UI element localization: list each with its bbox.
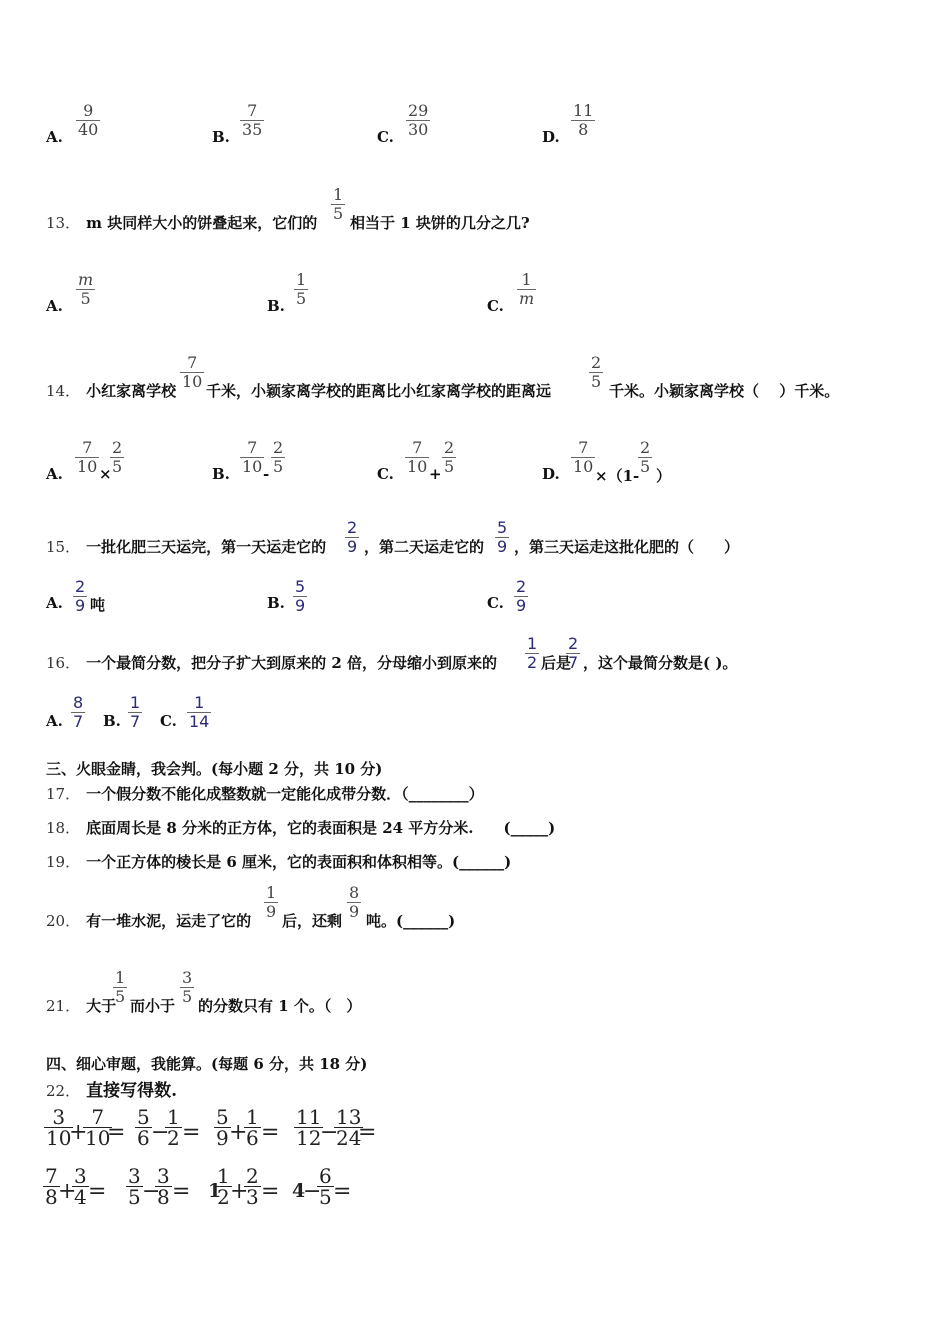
q15-fraction-2: 5 9 [497, 518, 508, 556]
q13-text-a: 13． m 块同样大小的饼叠起来，它们的 [46, 214, 318, 232]
q14-option-d-label: D. [542, 465, 560, 483]
calc-6-a: 3 5 [128, 1164, 141, 1209]
q15-option-a-unit: 吨 [90, 596, 106, 614]
q12-option-d-label: D. [542, 128, 560, 146]
calc-7-a: 1 2 [217, 1164, 230, 1209]
q20-fraction-1: 1 9 [266, 883, 277, 921]
q13-option-c-fraction: 1 m [519, 270, 535, 308]
q12-option-b-fraction: 7 35 [242, 101, 263, 139]
q15-text-c: ，第三天运走这批化肥的（ ） [514, 538, 740, 556]
calc-4-op: − [320, 1120, 339, 1145]
q13-text-b: 相当于 1 块饼的几分之几? [350, 214, 530, 232]
q14-option-a-label: A. [46, 465, 63, 483]
q13-option-b-label: B. [267, 297, 285, 315]
calc-6-eq: = [172, 1179, 191, 1204]
calc-7-op: + [230, 1179, 249, 1204]
q15-option-b-fraction: 5 9 [295, 577, 306, 615]
q15-option-c-label: C. [487, 594, 504, 612]
q21-fraction-1: 1 5 [115, 968, 126, 1006]
calc-5-a: 7 8 [45, 1164, 58, 1209]
q15-option-a-fraction: 2 9 [75, 577, 86, 615]
calc-6-op: − [142, 1179, 161, 1204]
q15-option-c-fraction: 2 9 [516, 577, 527, 615]
question-19: 19． 一个正方体的棱长是 6 厘米，它的表面积和体积相等。(______) [46, 853, 512, 871]
calc-1-op: + [69, 1120, 88, 1145]
q14-option-d-frac1: 7 10 [573, 438, 594, 476]
q16-option-a-label: A. [46, 712, 63, 730]
q15-option-a-label: A. [46, 594, 63, 612]
q14-option-a-operator: × [99, 465, 112, 483]
q16-option-b-label: B. [103, 712, 121, 730]
q14-option-c-label: C. [377, 465, 394, 483]
q13-fraction: 1 5 [333, 185, 344, 223]
q16-text-c: ，这个最简分数是( )。 [583, 654, 738, 672]
section-4-heading: 四、细心审题，我能算。(每题 6 分，共 18 分) [46, 1055, 368, 1073]
q13-option-c-label: C. [487, 297, 504, 315]
calc-1-b: 7 10 [85, 1105, 111, 1150]
calc-4-a: 11 12 [296, 1105, 322, 1150]
q12-option-c-label: C. [377, 128, 394, 146]
q12-option-a-fraction: 9 40 [78, 101, 99, 139]
q16-text-a: 16． 一个最简分数，把分子扩大到原来的 2 倍，分母缩小到原来的 [46, 654, 497, 672]
q12-option-a-label: A. [46, 128, 63, 146]
q12-option-c-fraction: 29 30 [408, 101, 429, 139]
q21-fraction-2: 3 5 [182, 968, 193, 1006]
q16-option-b-fraction: 1 7 [130, 693, 141, 731]
q15-option-b-label: B. [267, 594, 285, 612]
calc-8-b: 6 5 [319, 1164, 332, 1209]
q13-option-a-fraction: m 5 [78, 270, 94, 308]
q14-option-a-frac1: 7 10 [77, 438, 98, 476]
q14-fraction-1: 7 10 [182, 353, 203, 391]
calc-8-op: − [303, 1179, 322, 1204]
calc-1-a: 3 10 [46, 1105, 72, 1150]
q15-text-a: 15． 一批化肥三天运完，第一天运走它的 [46, 538, 327, 556]
q21-text-c: 的分数只有 1 个。（ ） [198, 997, 362, 1015]
q14-option-d-frac2: 2 5 [640, 438, 651, 476]
calc-3-op: + [229, 1120, 248, 1145]
q14-text-b: 千米，小颖家离学校的距离比小红家离学校的距离远 [206, 382, 552, 400]
calc-2-a: 5 6 [137, 1105, 150, 1150]
calc-8-eq: = [333, 1179, 352, 1204]
q15-fraction-1: 2 9 [347, 518, 358, 556]
q16-option-c-fraction: 1 14 [189, 693, 210, 731]
calc-5-eq: = [88, 1179, 107, 1204]
calc-6-b: 3 8 [157, 1164, 170, 1209]
q16-option-c-label: C. [160, 712, 177, 730]
question-17: 17． 一个假分数不能化成整数就一定能化成带分数．（________） [46, 785, 484, 803]
q20-text-a: 20． 有一堆水泥，运走了它的 [46, 912, 252, 930]
q22-heading: 22． 直接写得数. [46, 1081, 178, 1101]
calc-1-eq: = [107, 1120, 126, 1145]
q14-fraction-2: 2 5 [591, 353, 602, 391]
q15-text-b: ，第二天运走它的 [364, 538, 485, 556]
q20-text-b: 后，还剩 [282, 912, 343, 930]
calc-4-eq: = [358, 1120, 377, 1145]
calc-7-b: 2 3 [246, 1164, 259, 1209]
q12-option-d-fraction: 11 8 [573, 101, 594, 139]
q14-option-b-label: B. [212, 465, 230, 483]
q20-text-c: 吨。(______) [366, 912, 456, 930]
calc-4-b: 13 24 [336, 1105, 362, 1150]
q14-option-c-operator: + [429, 465, 442, 483]
q16-fraction-1: 1 2 [527, 634, 538, 672]
q14-option-a-frac2: 2 5 [112, 438, 123, 476]
calc-3-a: 5 9 [216, 1105, 229, 1150]
q12-option-b-label: B. [212, 128, 230, 146]
calc-5-b: 3 4 [74, 1164, 87, 1209]
q14-option-c-frac2: 2 5 [444, 438, 455, 476]
q13-option-b-fraction: 1 5 [296, 270, 307, 308]
calc-2-eq: = [182, 1120, 201, 1145]
calc-3-eq: = [261, 1120, 280, 1145]
calc-2-op: − [151, 1120, 170, 1145]
calc-2-b: 1 2 [167, 1105, 180, 1150]
q14-option-b-frac2: 2 5 [273, 438, 284, 476]
q16-text-b: 后是 [541, 654, 572, 672]
q13-option-a-label: A. [46, 297, 63, 315]
q14-option-c-frac1: 7 10 [407, 438, 428, 476]
q21-text-b: 而小于 [130, 997, 176, 1015]
q16-fraction-2: 2 7 [568, 634, 579, 672]
calc-7-eq: = [261, 1179, 280, 1204]
section-3-heading: 三、火眼金睛，我会判。(每小题 2 分，共 10 分) [46, 760, 383, 778]
q14-option-b-frac1: 7 10 [242, 438, 263, 476]
calc-8-whole: 4 [292, 1180, 306, 1202]
q20-fraction-2: 8 9 [349, 883, 360, 921]
q14-option-b-operator: - [263, 465, 270, 483]
question-18: 18． 底面周长是 8 分米的正方体，它的表面积是 24 平方分米. (_____) [46, 819, 556, 837]
q14-text-c: 千米。小颖家离学校（ ）千米。 [609, 382, 840, 400]
q21-text-a: 21． 大于 [46, 997, 117, 1015]
calc-5-op: + [58, 1179, 77, 1204]
q14-text-a: 14． 小红家离学校 [46, 382, 177, 400]
q14-option-d-operator: ×（1- [595, 467, 640, 485]
calc-3-b: 1 6 [246, 1105, 259, 1150]
q14-option-d-tail: ） [656, 467, 672, 485]
calc-7-whole: 1 [208, 1180, 222, 1202]
q16-option-a-fraction: 8 7 [73, 693, 84, 731]
